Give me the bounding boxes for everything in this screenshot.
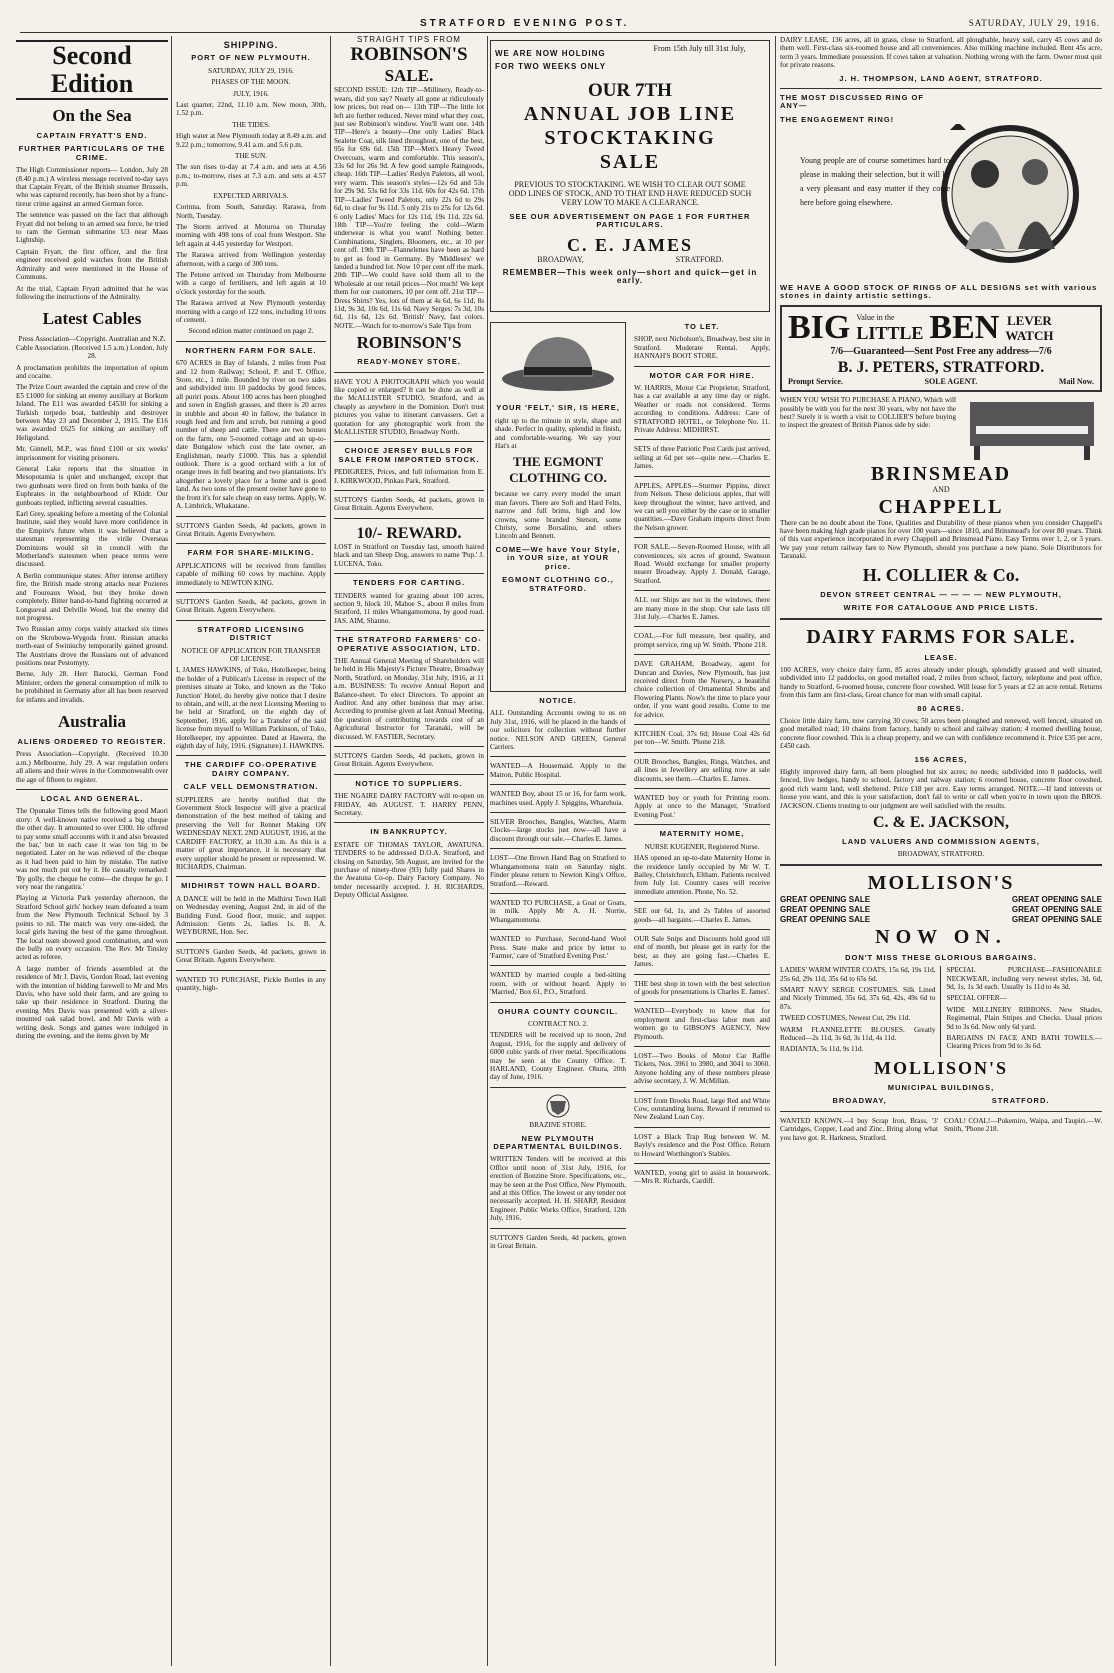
divider [634, 974, 770, 975]
farmers-coop-heading: THE STRATFORD FARMERS' CO-OPERATIVE ASSOCIATION, LTD. [336, 635, 482, 653]
maternity-nurse: NURSE KUGENER, Registered Nurse. [644, 842, 760, 851]
article-paragraph: Berne, July 28. Herr Batocki, German Food Minister, orders the general consumption of milk to be prohibited in Germany after all has been reserved for infants and invalids. [16, 670, 168, 704]
suttons-ad: SUTTON'S Garden Seeds, 4d packets, grown in Great Britain. Agents Everywhere. [176, 947, 326, 965]
bankruptcy-heading: IN BANKRUPTCY. [370, 827, 448, 837]
cables-byline: Press Association—Copyright. Australian and N.Z. Cable Association. (Received 1.5 a.m.) London, July 28. [16, 335, 168, 361]
sun-text: The sun rises to-day at 7.4 a.m. and sets at 4.56 p.m.; to-morrow, rises at 7.3 a.m. and sets at 4.57 p.m. [176, 163, 326, 189]
divider [780, 864, 1102, 866]
article-paragraph: Earl Grey, speaking before a meeting of the Colonial Institute, said they would have more confidence in the Empire's future when it was believed that a statesman representing the virile Overseas Dominions would sit in council with the Motherland's statesmen when peace terms were discussed. [16, 510, 168, 569]
article-paragraph: Captain Fryatt, the first officer, and the first engineer received gold watches from the British Admiralty and were mentioned in the House of Commons. [16, 247, 168, 282]
farm-sale-heading: NORTHERN FARM FOR SALE. [185, 345, 317, 355]
divider [634, 439, 770, 440]
felt-hat-icon [495, 327, 621, 397]
np-buildings-text: WRITTEN Tenders will be received at this Office until noon of 31st July, 1916, for erection of Bonzine Store. Specifications, etc., may be seen at the Post Office, New Plymouth, and at this Office. The lowest or any tender not necessarily accepted. H. H. SHARP, Resident Engineer. Public Works Office, Stratford, 12th July, 1916. [490, 1155, 627, 1223]
coal-ad: COAL.—For full measure, best quality, and prompt service, ring up W. Smith. 'Phone 218. [634, 632, 770, 649]
lease-text: 100 ACRES, very choice dairy farm, 85 acres already under plough, splendidly grassed and well situated, subdivided into 12 paddocks, on good metalled road, 2 miles from school, factory, telephone and post office, handy to Stratford. 6-roomed house, concrete floor cowshed. Will lease for 5 years at £2 an acre rental. Returns from this farm are first-class, Great chance for man with small capital. [780, 665, 1102, 700]
np-buildings-heading: NEW PLYMOUTH DEPARTMENTAL BUILDINGS. [493, 1133, 623, 1152]
bargain-item: WIDE MILLINERY RIBBONS. New Shades, Regimental, Plain Stripes and Checks. Usual prices 9d to 3s 6d. Now only 6d yard. [946, 1005, 1102, 1031]
motor-car-heading: MOTOR CAR FOR HIRE. [649, 370, 755, 380]
share-milking-heading: FARM FOR SHARE-MILKING. [187, 548, 315, 558]
bargain-item: TWEED COSTUMES, Newest Cut, 29s 11d. [780, 1014, 911, 1023]
divider [490, 1002, 626, 1003]
maternity-text: HAS opened an up-to-date Maternity Home in the residence lately occupied by Mr W. T. Bailey, Christchurch, Eltham. Patients received from July 1st. Country cases will receive immediate attention. Phone, No. 52. [634, 854, 770, 896]
divider [334, 746, 484, 747]
ready-money-store: READY-MONEY STORE. [357, 357, 461, 367]
on-the-sea-heading: On the Sea [52, 106, 132, 125]
robinsons-sale: SALE. [384, 66, 434, 86]
column-rule [330, 36, 331, 1666]
reward-text: LOST in Stratford on Tuesday last, smooth haired black and tan Sheep Dog, answers to name 'Pup.' J. LUCENA, Toko. [334, 542, 484, 568]
australia-heading: Australia [58, 711, 126, 731]
divider [176, 592, 326, 593]
maternity-heading: MATERNITY HOME, [659, 829, 745, 839]
divider [780, 88, 1102, 89]
wanted-ad: WANTED by married couple a bed-sitting room, with or without board. Apply to 'Married,' Box 61, P.O., Stratford. [490, 971, 626, 997]
column-1 [16, 36, 168, 1666]
piano-icon [962, 396, 1102, 462]
column-4 [490, 36, 770, 1666]
notice-text: ALL Outstanding Accounts owing to us on July 31st, 1916, will be placed in the hands of our solicitors for collection without further notice. NELSON AND GREEN, General Carriers. [490, 709, 626, 752]
felt-heading: YOUR 'FELT,' SIR, IS HERE, [496, 403, 620, 413]
calf-vell-heading: CALF VELL DEMONSTRATION. [183, 782, 319, 792]
article-paragraph: Mr. Ginnell, M.P., was fined £100 or six weeks' imprisonment for visiting prisoners. [16, 445, 168, 462]
suttons-ad: SUTTON'S Garden Seeds, 4d packets, grown in Great Britain. Agents Everywhere. [334, 752, 484, 769]
masthead [20, 18, 1100, 33]
shipping-paragraph: The Petone arrived on Thursday from Melbourne with a cargo of fertilisers, and left again at 10 o'clock yesterday for the south. [176, 270, 326, 296]
egmont-footer: EGMONT CLOTHING CO., STRATFORD. [502, 575, 614, 593]
tides-text: High water at New Plymouth today at 8.49 a.m. and 9.22 p.m.; tomorrow, 9.41 a.m. and 5.6 p.m. [176, 132, 326, 149]
lost-ad: LOST—One Brown Hand Bag on Stratford to Whangamomona train on Saturday night. Finder please return to Newton King's Office, Stratford.—Reward. [490, 854, 626, 888]
previous-to-stocktaking: PREVIOUS TO STOCKTAKING. WE WISH TO CLEAR OUT SOME ODD LINES OF STOCK, AND TO THAT END HAVE REDUCED SUCH VERY LOW TO MAKE A CLEARANCE. [508, 179, 752, 207]
robinsons-tips-heading: STRAIGHT TIPS FROM [357, 36, 461, 44]
best-shop-ad: THE best shop in town with the best selection of goods for presentations is Charles E. James'. [634, 979, 770, 996]
article-paragraph: The Prize Court awarded the captain and crew of the E5 £1000 for sinking an enemy auxiliary at Borkum Island. The E11 was awarded £4530 for sinking a Turkish torpedo boat, battleship and destroyer between May 23 and December 2, 1915. The E16 was awarded £625 for sinking an auxiliary off Heligoland. [16, 383, 168, 442]
suttons-ad: SUTTON'S Garden Seeds, 4d packets, grown in Great Britain. Agents Everywhere. [334, 496, 484, 513]
moon-month: JULY, 1916. [233, 89, 269, 98]
article-paragraph: At the trial, Captain Fryatt admitted that he was following the instructions of the Admiralty. [16, 284, 168, 301]
dairy-lease-ad: DAIRY LEASE, 136 acres, all in grass, close to Stratford, all ploughable, heavy soil, carry 45 cows and do them well. First-class six-roomed house and all conveniences. Also milking machine included. Rent 45s acre, term 3 years. Immediate possession. If cows taken at valuation. Nothing wrong with the farm. Owner must quit for private reasons. [780, 36, 1102, 70]
divider [780, 1111, 1102, 1112]
stocktaking: STOCKTAKING [544, 126, 716, 149]
lease-heading: LEASE. [924, 652, 958, 662]
80-acres-heading: 80 ACRES. [917, 703, 965, 713]
jackson-address: BROADWAY, STRATFORD. [897, 850, 985, 859]
divider [634, 537, 770, 538]
little-word: LITTLE [856, 322, 924, 343]
suppliers-notice-heading: NOTICE TO SUPPLIERS. [355, 778, 463, 788]
aliens-headline: ALIENS ORDERED TO REGISTER. [17, 736, 167, 746]
bargain-item: SMART NAVY SERGE COSTUMES. Silk Lined and Nicely Trimmed, 35s 6d, 37s 6d, 42s, 49s 6d to 87s. [780, 986, 936, 1011]
midhirst-hall-text: A DANCE will be held in the Midhirst Town Hall on Wednesday evening, August 2nd, in aid of the Building Fund. Good floor, music, and supper. Admission: Gents 2s, ladies 1s. B. A. WEYBURNE, Hon. Sec. [176, 894, 326, 937]
divider [634, 654, 770, 655]
apples-ad: APPLES, APPLES—Sturmer Pippins, direct from Nelson. These delicious apples, that will keep throughout the winter, have arrived, and we can sell you either by the case or in smaller quantities.—Dave Graham imports direct from the Nelson grower. [634, 481, 770, 532]
ring-text: Young people are of course sometimes hard to please in making their selection, but it will be a very pleasant and easy matter if they come here before going elsewhere. [800, 156, 950, 208]
lost-ad: LOST a Black Trap Rug between W. M. Bayly's residence and the Post Office. Return to Howard Worthington's Stables. [634, 1132, 770, 1158]
divider [634, 1127, 770, 1128]
collier-catalogue: WRITE FOR CATALOGUE AND PRICE LISTS. [843, 603, 1039, 613]
wanted-known-ad: WANTED KNOWN.—I buy Scrap Iron, Brass, '3' Cartridges, Copper, Lead and Zinc. Bring along what you have got. R. Harkness, Stratford. [780, 1116, 938, 1142]
great-opening-sale: GREAT OPENING SALE [1011, 904, 1102, 914]
ring-subheading: THE ENGAGEMENT RING! [780, 114, 895, 124]
lever-word: LEVER [1007, 312, 1052, 328]
big-word: BIG [788, 308, 851, 346]
ohura-heading: OHURA COUNTY COUNCIL. [497, 1006, 619, 1016]
egmont-clothing: THE EGMONT CLOTHING CO. [509, 454, 607, 486]
to-let-heading: TO LET. [684, 322, 720, 331]
article-paragraph: A Berlin communique states: After intense artillery fire, the British made strong attacks near Pozieres and Foureaux Wood, but they broke down completely. Bitter hand-to-hand fighting occurred at Longueval and Delville Wood, but the enemy did not progress. [16, 571, 168, 622]
divider [634, 476, 770, 477]
divider [176, 876, 326, 877]
tables-ad: SEE our 6d, 1s, and 2s Tables of assorted goods—all bargains.—Charles E. James. [634, 907, 770, 924]
local-general-headline: LOCAL AND GENERAL. [40, 794, 144, 803]
156-acres-text: Highly improved dairy farm, all been ploughed but six acres; no needs; subdivided into 8 paddocks, well fenced, live hedges, handy to school, factory and railway station; 6 roomed house, concrete floor cowshed, good rich warm land, well sheltered. Price £18 per acre. Easy terms arranged. NOTE.—If land interests or house you want, and this is your satisfaction, don't fail to write or call when you're in town upon the BROS. JACKSON. Clients trusting to our judgment are well satisfied with the results. [780, 767, 1102, 810]
great-opening-sale: GREAT OPENING SALE [1011, 894, 1102, 904]
ohura-text: TENDERS will be received up to noon, 2nd August, 1916, for the supply and delivery of 6000 cubic yards of river metal. Specifications may be seen at the County Office. T. HARLAND, County Engineer. Ohura, 20th day of June, 1916. [490, 1031, 626, 1082]
collier-address: DEVON STREET CENTRAL — — — — NEW PLYMOUTH, [820, 589, 1062, 599]
sale-dates: From 15th July till 31st July, [653, 44, 746, 53]
now-on: NOW ON. [875, 925, 1007, 948]
article-paragraph: The High Commissioner reports— London, July 28 (8.40 p.m.) A wireless message received to-day says that Captain Fryatt, of the British steamer Brussels, who was captured recently, has been shot by a franc-tireur crime against an armed German force. [16, 166, 168, 208]
great-opening-sale: GREAT OPENING SALE [780, 904, 871, 914]
robinsons-name: ROBINSON'S [350, 44, 468, 66]
divider [634, 929, 770, 930]
two-weeks-line: FOR TWO WEEKS ONLY [495, 62, 607, 72]
article-paragraph: Two Russian army corps vainly attacked six times on the Skrobowa-Wygoda front. Russian attacks north-east of Swiniuchy temporarily gained ground. The Austrians drove the Russians out of advanced positions near Pestomyty. [16, 625, 168, 667]
fryatt-headline: CAPTAIN FRYATT'S END. [36, 131, 148, 140]
divider [490, 1087, 626, 1088]
house-sale-ad: FOR SALE.—Seven-Roomed House, with all conveniences, six acres of ground, Swanson Road. Would exchange for smaller property nearer Broadway. Apply J. Donald, Garage, Stratford. [634, 543, 770, 585]
big-ben-watch-ad [780, 305, 1102, 392]
shipping-paragraph: The Rarawa arrived at New Plymouth yesterday morning with a cargo of 122 tons, including 10 tons of cement. [176, 299, 326, 324]
licensing-text: I, JAMES HAWKINS, of Toko, Hotelkeeper, being the holder of a Publican's License in respect of the premises situate at Toko, and known as the 'Toko Junction' Hotel, do hereby give notice that I desire to obtain, and will, at the next Licensing Meeting to be held at Stratford, on the eighth day of September, 1916, apply for a Transfer of the said license from myself to William Parkinson, of Toko, Hotelkeeper, my appointee. Dated at Hawera, the eighth day of July, 1916. (Signature) J. HAWKINS. [176, 666, 326, 751]
column-2 [176, 36, 326, 1666]
our-7th: OUR 7TH [588, 79, 672, 101]
article-paragraph: The sentence was passed on the fact that although Fryatt did not belong to an armed sea force, he tried to ram the German submarine U3 near Maas Lightship. [16, 211, 168, 245]
sun-heading: THE SUN. [235, 152, 267, 161]
jackson-subheading: LAND VALUERS AND COMMISSION AGENTS, [842, 837, 1040, 846]
bargain-item: SPECIAL PURCHASE—FASHIONABLE NECKWEAR, including very newest styles, 3d, 6d, 9d, 1s, 1s 3d each. Usually 1s 11d to 4s 3d. [946, 966, 1102, 992]
article-paragraph: A large number of friends assembled at the residence of Mr J. Davis, Gordon Road, last evening with the intention of bidding farewell to Mr and Mrs Davis, who have sold their farm, and are going to take up their residence in Stratford. During the evening Mrs Davis was presented with a silver-mounted oak salad bowl, and Mr Davis with a writing desk. Songs and games were indulged in during the evening, and the items given by Mr [16, 964, 168, 1040]
divider [334, 490, 484, 491]
sole-agent: SOLE AGENT. [924, 376, 978, 386]
divider [334, 573, 484, 574]
great-opening-sale: GREAT OPENING SALE [780, 894, 871, 904]
photo-studio-ad: HAVE YOU A PHOTOGRAPH which you would like copied or enlarged? It can be done as well at the McALLISTER STUDIO, Stratford, and as cheaply as anywhere in the Dominion. Don't trust pictures you value to itinerant canvassers. Get a quotation for any photographic work from the McALLISTER STUDIO, Broadway North. [334, 377, 484, 437]
divider [490, 965, 626, 966]
divider [176, 620, 326, 621]
second-edition-heading: Second Edition [16, 40, 168, 100]
divider [634, 626, 770, 627]
tides-heading: THE TIDES. [232, 120, 270, 129]
divider [634, 752, 770, 753]
felt-text: right up to the minute in style, shape and shade. Perfect in quality, splendid in finish, and comfortable-wearing. We say your Hat's at [495, 416, 621, 451]
jewellery-ad: OUR Brooches, Bangles, Rings, Watches, and all lines in Jewellery are selling now at sale discounts, see them.—Charles E. James. [634, 757, 770, 783]
and-word: AND [932, 485, 950, 495]
ohura-contract: CONTRACT NO. 2. [528, 1019, 588, 1028]
ring-heading: THE MOST DISCUSSED RING OF ANY— [780, 93, 924, 111]
80-acres-text: Choice little dairy farm, now carrying 30 cows; 50 acres been ploughed and renewed, well fenced, situated on good metalled road; 10 chains from factory, handy to school and railway station; 4 roomed dwelling house, concrete floor cowshed. This is a cheap property, and we can with confidence recommend it. Price £35 per acre, £450 cash. [780, 716, 1102, 751]
jersey-bulls-heading: CHOICE JERSEY BULLS FOR SALE FROM IMPORTED STOCK. [338, 446, 480, 464]
egmont-text: because we carry every model the smart man favors. There are Soft and Hard Felts, narrow and full brims, high and low crowns, some branded Stetson, some Christy, some Borsalino, and others Lincoln and Bennett. [495, 490, 621, 541]
suttons-ad: SUTTON'S Garden Seeds, 4d packets, grown in Great Britain. [490, 1233, 626, 1251]
wanted-ad: WANTED TO PURCHASE, a Goat or Goats, in milk. Apply Mr A. H. Norrie, Whangamomona. [490, 898, 626, 924]
motor-car-text: W. HARRIS, Motor Car Proprietor, Stratford, has a car available at any time day or night. Weather or roads not considered. Terms according to conditions. Address: Care of STRATFORD HOTEL, or Telephone No. 11. Private Address: MIDHIRST. [634, 384, 770, 435]
come-line: COME—We have Your Style, in YOUR size, at YOUR price. [495, 544, 621, 571]
farm-sale-text: 670 ACRES in Bay of Islands, 2 miles from Post and 12 from Railway; School, P. and T. Office, Store, etc., 1 mile. Bounded by river on two sides and subdivided into 10 paddocks by good fences, all puriri posts. About 100 acres has been ploughed and sown in English grasses, and there is 20 acres in stubble and about 40 in fallow, the balance in rough feed and fern and scrub, but running a good number of sheep and cattle. There are two houses on the farm, one 5-roomed cottage and an up-to-date Bungalow which cost the late owner, an Englishman, nearly £1000. This has a splendid outlook. There is a good orchard with a lot of orange trees in full bearing and two plantations. It's altogether a lovely place for a home and is good land. As two sons of the present owner have gone to the front it's for sale cheap on easy terms. Apply, W. A. Limbrick, Whakatane. [176, 359, 326, 511]
lost-ad: LOST from Brooks Road, large Red and White Cow, outstanding horns. Reward if returned to New Zealand Loan Coy. [634, 1096, 770, 1122]
municipal-buildings: MUNICIPAL BUILDINGS, [887, 1082, 995, 1092]
h-collier: H. COLLIER & Co. [862, 564, 1020, 585]
wanted-ad: WANTED—A Housemaid. Apply to the Matron, Public Hospital. [490, 762, 626, 779]
ben-price: 7/6—Guaranteed—Sent Post Free any address—7/6 [830, 345, 1052, 357]
156-acres-heading: 156 ACRES, [914, 754, 968, 764]
masthead-title: STRATFORD EVENING POST. [420, 18, 630, 29]
divider [490, 756, 626, 757]
dave-graham-ad: DAVE GRAHAM, Broadway, agent for Duncan and Davies, New Plymouth, has just received direct from the Nursery, a beautiful choice collection of Ornamental Shrubs and Flowering Plants. Now's the time to place your order, if you want good results. Come to me for advice. [634, 660, 770, 719]
james-stocktaking-ad [490, 40, 770, 312]
bj-peters: B. J. PETERS, STRATFORD. [837, 358, 1045, 376]
watch-word: WATCH [1005, 327, 1054, 343]
column-rule [775, 36, 776, 1666]
sale-snips-ad: OUR Sale Snips and Discounts hold good till end of month, but please get in early for the best, as they are going fast.—Charles E. James. [634, 934, 770, 969]
mail-now: Mail Now. [1058, 376, 1094, 386]
ships-ad: ALL our Ships are not in the windows, there are many more in the shop. Our sale lasts till 31st July.—Charles E. James. [634, 596, 770, 621]
arrivals-heading: EXPECTED ARRIVALS. [213, 191, 289, 200]
dont-miss-bargains: DON'T MISS THESE GLORIOUS BARGAINS. [845, 952, 1037, 962]
piano-text: WHEN YOU WISH TO PURCHASE A PIANO, Which will possibly be with you for the next 30 years, why not have the best? Surely it is worth a visit to COLLIER'S before buying to inspect the greatest of British Pianos side by side: [780, 396, 956, 430]
mollisons-heading: MOLLISON'S [867, 871, 1015, 894]
to-let-text: SHOP, next Nicholson's, Broadway, best site in Stratford. Moderate Rental. Apply, HANNAH'S BOOT STORE. [634, 335, 770, 361]
james-broadway: BROADWAY, [537, 254, 584, 264]
article-paragraph: General Lake reports that the situation in Mesopotamia is quiet and unchanged, except that two gunboats were fired on from both banks of the Euphrates in the neighbourhood of Khidr. Our gunboats replied, inflicting several casualties. [16, 465, 168, 507]
bargain-item: LADIES' WARM WINTER COATS, 15s 6d, 19s 11d, 25s 6d, 29s 11d, 35s 6d to 65s 6d. [780, 966, 936, 983]
article-paragraph: A proclamation prohibits the importation of opium and cocaine. [16, 363, 168, 380]
wanted-ad: WANTED TO PURCHASE, Pickle Bottles in any quantity, high- [176, 975, 326, 992]
wanted-ad: WANTED Boy, about 15 or 16, for farm work, machines used. Apply J. Spiggins, Wharehuia. [490, 790, 626, 807]
divider [634, 590, 770, 591]
value-in-the: Value in the [856, 312, 895, 322]
divider [634, 1046, 770, 1047]
jersey-bulls-text: PEDIGREES, Prices, and full information from E. J. KIRKWOOD, Pinkau Park, Stratford. [334, 468, 484, 485]
masthead-date: SATURDAY, JULY 29, 1916. [968, 18, 1100, 28]
divider [176, 341, 326, 342]
suttons-ad: SUTTON'S Garden Seeds, 4d packets, grown in Great Britain. Agents Everywhere. [176, 597, 326, 615]
divider [634, 1091, 770, 1092]
shipping-paragraph: The Rarawa arrived from Wellington yesterday afternoon, with a cargo of 300 tons. [176, 251, 326, 268]
bargain-item: WARM FLANNELETTE BLOUSES. Greatly Reduced—2s 11d, 3s 6d, 3s 11d, 4s 11d. [780, 1025, 936, 1043]
divider [634, 824, 770, 825]
divider [176, 755, 326, 756]
ring-footer: WE HAVE A GOOD STOCK OF RINGS OF ALL DESIGNS set with various stones in dainty artistic settings. [780, 283, 1098, 301]
remember-line: REMEMBER—This week only—short and quick—get in early. [502, 268, 758, 286]
divider [176, 543, 326, 544]
column-5 [780, 36, 1102, 1666]
great-opening-sale: GREAT OPENING SALE [780, 914, 871, 924]
bargain-item: RADIANTA, 5s 11d, 9s 11d. [780, 1045, 864, 1054]
divider [490, 812, 626, 813]
holding-line: WE ARE NOW HOLDING [495, 49, 606, 58]
see-advertisement: SEE OUR ADVERTISEMENT ON PAGE 1 FOR FURTHER PARTICULARS. [509, 211, 751, 230]
share-milking-text: APPLICATIONS will be received from families capable of milking 60 cows by machine. Apply immediately to NEWTON KING. [176, 561, 326, 587]
postcards-ad: SETS of three Patriotic Post Cards just arrived, selling at 6d per set—quite new.—Charles E. James. [634, 445, 770, 471]
cardiff-dairy-heading: THE CARDIFF CO-OPERATIVE DAIRY COMPANY. [184, 760, 318, 778]
james-stratford: STRATFORD. [675, 254, 724, 264]
kitchen-coal-ad: KITCHEN Coal, 37s 6d; House Coal 42s 6d per ton—W. Smith. 'Phone 218. [634, 730, 770, 747]
divider [634, 366, 770, 367]
silver-ad: SILVER Brooches, Bangles, Watches, Alarm Clocks—large stocks just now—all have a discount through our sale.—Charles E. James. [490, 818, 626, 843]
licensing-heading: STRATFORD LICENSING DISTRICT [197, 624, 305, 643]
divider [176, 516, 326, 517]
divider [634, 901, 770, 902]
latest-cables-heading: Latest Cables [42, 309, 142, 329]
mollisons-stratford: STRATFORD. [991, 1096, 1050, 1106]
notice-heading: NOTICE. [539, 696, 577, 705]
licensing-subheading: NOTICE OF APPLICATION FOR TRANSFER OF LICENSE. [181, 646, 321, 663]
bargain-item: BARGAINS IN FACE AND BATH TOWELS.—Clearing Prices from 9d to 3s 6d. [946, 1034, 1102, 1051]
divider [490, 848, 626, 849]
column-rule [487, 36, 488, 1666]
piano-ad [780, 396, 1102, 462]
article-paragraph: Press Association—Copyright. (Received 10.30 a.m.) Melbourne, July 29. A war regulation orders all aliens and their wives in the Commonwealth over the age of fifteen to register. [16, 750, 168, 784]
wanted-ad: WANTED, young girl to assist in housework.—Mrs R. Richards, Cardiff. [634, 1169, 770, 1186]
divider [634, 1163, 770, 1164]
brinsmead: BRINSMEAD [870, 463, 1012, 486]
column-rule [171, 36, 172, 1666]
farmers-coop-text: THE Annual General Meeting of Shareholders will be held in His Majesty's Picture Theatre, Broadway North, Stratford, on Monday, 31st July, 1916, at 11 a.m. BUSINESS: To receive Annual Report and Balance-sheet. To elect Directors. To appoint an Auditor. And any other business that may arise. According to promise given at last Annual Meeting, the question of contributing towards cost of an Agricultural Instructor for Taranaki, will be discussed. W. FASTIER, Secretary. [334, 656, 484, 741]
shipping-paragraph: The Storm arrived at Moturoa on Thursday morning with 498 tons of coal from Westport. She left again at 4.45 yesterday for Westport. [176, 222, 326, 248]
divider [490, 893, 626, 894]
robinsons-tips: SECOND ISSUE: 12th TIP—Millinery, Ready-to-wears, did you say? Nearly all gone at ridiculously low prices, but read on— 13th TIP—The little lot left are further reduced. Never mind what they cost, just see Robinson's window. You'll want one. 14th TIP—Here's a beauty—One only Ladies' Black Sealette Coat, silk lined throughout, one of the best, 95s for 69s 6d. 15th TIP—Men's Heavy Tweed Overcoats, warm and comfortable. This season's, 33s 6d for 26s 9d. A few good sample Raingoods, cheap. 16th TIP—Ladies' Reslyn Paletots, all wool, very warm. This season's styles—12s 6d and 53s for 29s 9d. 53s 6d for 33s 11d. 60s for 42s 6d. 17th TIP—Ladies' Tweed Paletots, only 22s 6d to 29s 6d, to clear for 9s 11d. 5 only 21s to 25s for 12s 6d. 6 only Ladies' Macs for 12s 11d, 19s 11d, 22s 6d. 18th TIP—You're feeling the cold—Warm underwear is what you want! Nothing better. Combinations, Singlets, Bloomers, etc., at 10 per cent off. 19th TIP—Flannelettes have been as hard to get as food in Germany. By 'Middlesex' we landed a hundred lot. Now 10 per cent off the mark. 20th TIP—We could have sold them all to the Wholesale at our retail prices—Not much! We kept them for our customers, 10 per cent off. 21st TIP—Dress Shirts? Yes, lots of them at 4s 6d, 6s 11d, 8s 11d, 9s 3d, 10s 6d, 11s 6d. Navy Serges: 7s 3d, 10s 6d, 11s 6d, 12s 6d. 'British' Navy, fast colors. NOTE.—Watch for to-morrow's Sale Tips from [334, 86, 484, 330]
divider [490, 784, 626, 785]
divider [334, 372, 484, 373]
mollisons-footer: MOLLISON'S [873, 1057, 1009, 1078]
wanted-ad: WANTED—Everybody to know that for employment and first-class labor men and women go to GIBSON'S AGENCY, New Plymouth. [634, 1007, 770, 1041]
annual-job-line: ANNUAL JOB LINE [523, 102, 737, 125]
fryatt-subheadline: FURTHER PARTICULARS OF THE CRIME. [18, 144, 166, 162]
benzine-store: BRAZINE STORE. [529, 1121, 587, 1130]
article-paragraph: Playing at Victoria Park yesterday afternoon, the Stratford School girls' hockey team defeated a team from the New Plymouth Technical School by 3 points to nil. The match was very one-sided, the local girls having the best of the game throughout. The local team showed good combination, and won the bully on every occasion. The Rev. Mr Tinsley acted as referee. [16, 894, 168, 962]
divider [334, 630, 484, 631]
arrivals-text: Corinna, from South, Saturday. Rarawa, from North, Tuesday. [176, 203, 326, 220]
divider [16, 789, 168, 790]
divider [334, 822, 484, 823]
ce-james: C. E. JAMES [566, 234, 693, 255]
divider [634, 788, 770, 789]
great-opening-sale: GREAT OPENING SALE [1011, 914, 1102, 924]
port-date: SATURDAY, JULY 29, 1916. [208, 66, 294, 75]
divider [634, 1001, 770, 1002]
bargain-item: SPECIAL OFFER— [946, 994, 1007, 1003]
divider [334, 441, 484, 442]
robinsons-name-2: ROBINSON'S [356, 333, 462, 353]
egmont-hat-ad [490, 322, 626, 692]
wanted-ad: WANTED to Purchase, Second-hand Wool Press. State make and price by letter to 'Farmer,' care of 'Stratford Evening Post.' [490, 935, 626, 960]
ce-jackson: C. & E. JACKSON, [872, 814, 1009, 831]
divider [490, 929, 626, 930]
divider [176, 970, 326, 971]
wanted-ad: WANTED boy or youth for Printing room. Apply at once to the Manager, 'Stratford Evening Post.' [634, 794, 770, 819]
reward-heading: 10/- REWARD. [356, 524, 462, 542]
lost-ad: LOST—Two Books of Motor Car Raffle Tickets, Nos. 3961 to 3980, and 3041 to 3060. Anyone holding any of these numbers please advise secretary, J. W. McMillan. [634, 1052, 770, 1086]
ben-word: BEN [929, 308, 1000, 346]
divider [334, 518, 484, 519]
moon-text: Last quarter, 22nd, 11.10 a.m. New moon, 30th, 1.52 p.m. [176, 101, 326, 118]
midhirst-hall-heading: MIDHIRST TOWN HALL BOARD. [181, 881, 321, 891]
divider [490, 1228, 626, 1229]
calf-vell-text: SUPPLIERS are hereby notified that the Government Stock Inspector will give a practical demonstration of the best method of taking and preserving the Vell for Rennet Making ON WEDNESDAY NEXT, 2ND AUGUST, 1916, at the CARDIFF FACTORY, at 10.30 a.m. As this is a matter of great importance, it is necessary that every supplier should be present or represented. W. RICHARDS, Chairman. [176, 795, 326, 871]
dairy-farms-heading: DAIRY FARMS FOR SALE. [806, 625, 1076, 648]
divider [334, 774, 484, 775]
suppliers-notice-text: THE NGAIRE DAIRY FACTORY will re-open on FRIDAY, 4th AUGUST. T. HARRY PENN, Secretary. [334, 792, 484, 818]
piano-text-2: There can be no doubt about the Tone, Qualities and Durability of these pianos when you consider Chappell's have been making high grade pianos for over 100 years—since 1810, and Brinsmead's for over 80 years. Think of this vast experience incorporated in every Chappell and Brinsmead Piano. Easy Terms over 1, 2, or 3 years. We pay your return railway fare to New Plymouth, should you purchase a new piano. Sole Distributors for Taranaki. [780, 518, 1102, 561]
engagement-ring-ad [780, 94, 1102, 279]
coat-of-arms-icon [490, 1093, 626, 1119]
divider [176, 942, 326, 943]
divider [780, 618, 1102, 620]
article-paragraph: The Opunake Times tells the following good Maori story: A well-known native received a big cheque the other day. It amounted to over £300. He offered to pay some small accounts with it and also 'breasted the bar,' but in each case it was too big to be negotiated. Later on he was relieved of the cheque as it had been paid to him by mistake. The native was not much put out by it. He casually remarked: 'By golly, the cheque he come—the cheque he go. I very near the rangatira.' [16, 807, 168, 892]
column-3 [334, 36, 484, 1666]
thompson-agent: J. H. THOMPSON, LAND AGENT, STRATFORD. [839, 73, 1043, 83]
divider [634, 724, 770, 725]
bankruptcy-text: ESTATE OF THOMAS TAYLOR, AWATUNA. TENDERS to be addressed D.O.A. Stratford, and closing on Saturday, 5th August, are invited for the purchase of ninety-three (93) fully paid Shares in the Awatuna Co-op. Dairy Factory Company. No tender necessarily accepted. J. H. RICHARDS, Deputy Official Assignee. [334, 840, 484, 900]
prompt-service: Prompt Service. [788, 376, 843, 386]
shipping-heading: SHIPPING. [223, 40, 279, 50]
suttons-ad: SUTTON'S Garden Seeds, 4d packets, grown in Great Britain. Agents Everywhere. [176, 521, 326, 538]
tenders-carting-heading: TENDERS FOR CARTING. [352, 578, 466, 588]
sale-word: SALE [599, 150, 661, 173]
continued-note: Second edition matter continued on page 2. [188, 327, 314, 336]
moon-heading: PHASES OF THE MOON. [211, 78, 291, 87]
tenders-carting-text: TENDERS wanted for grazing about 100 acres, section 9, block 10, Mahoe S., about 8 miles from Stratford, 11 miles Whangamomona, by good road. JAS. AIM, Shanno. [334, 591, 484, 625]
chappell: CHAPPELL [878, 495, 1004, 518]
port-heading: PORT OF NEW PLYMOUTH. [191, 53, 311, 63]
mollisons-broadway: BROADWAY, [832, 1096, 887, 1106]
coal-ad: COAL! COAL!—Pukemiro, Waipa, and Taupiri.—W. Smith, 'Phone 218. [944, 1116, 1102, 1134]
